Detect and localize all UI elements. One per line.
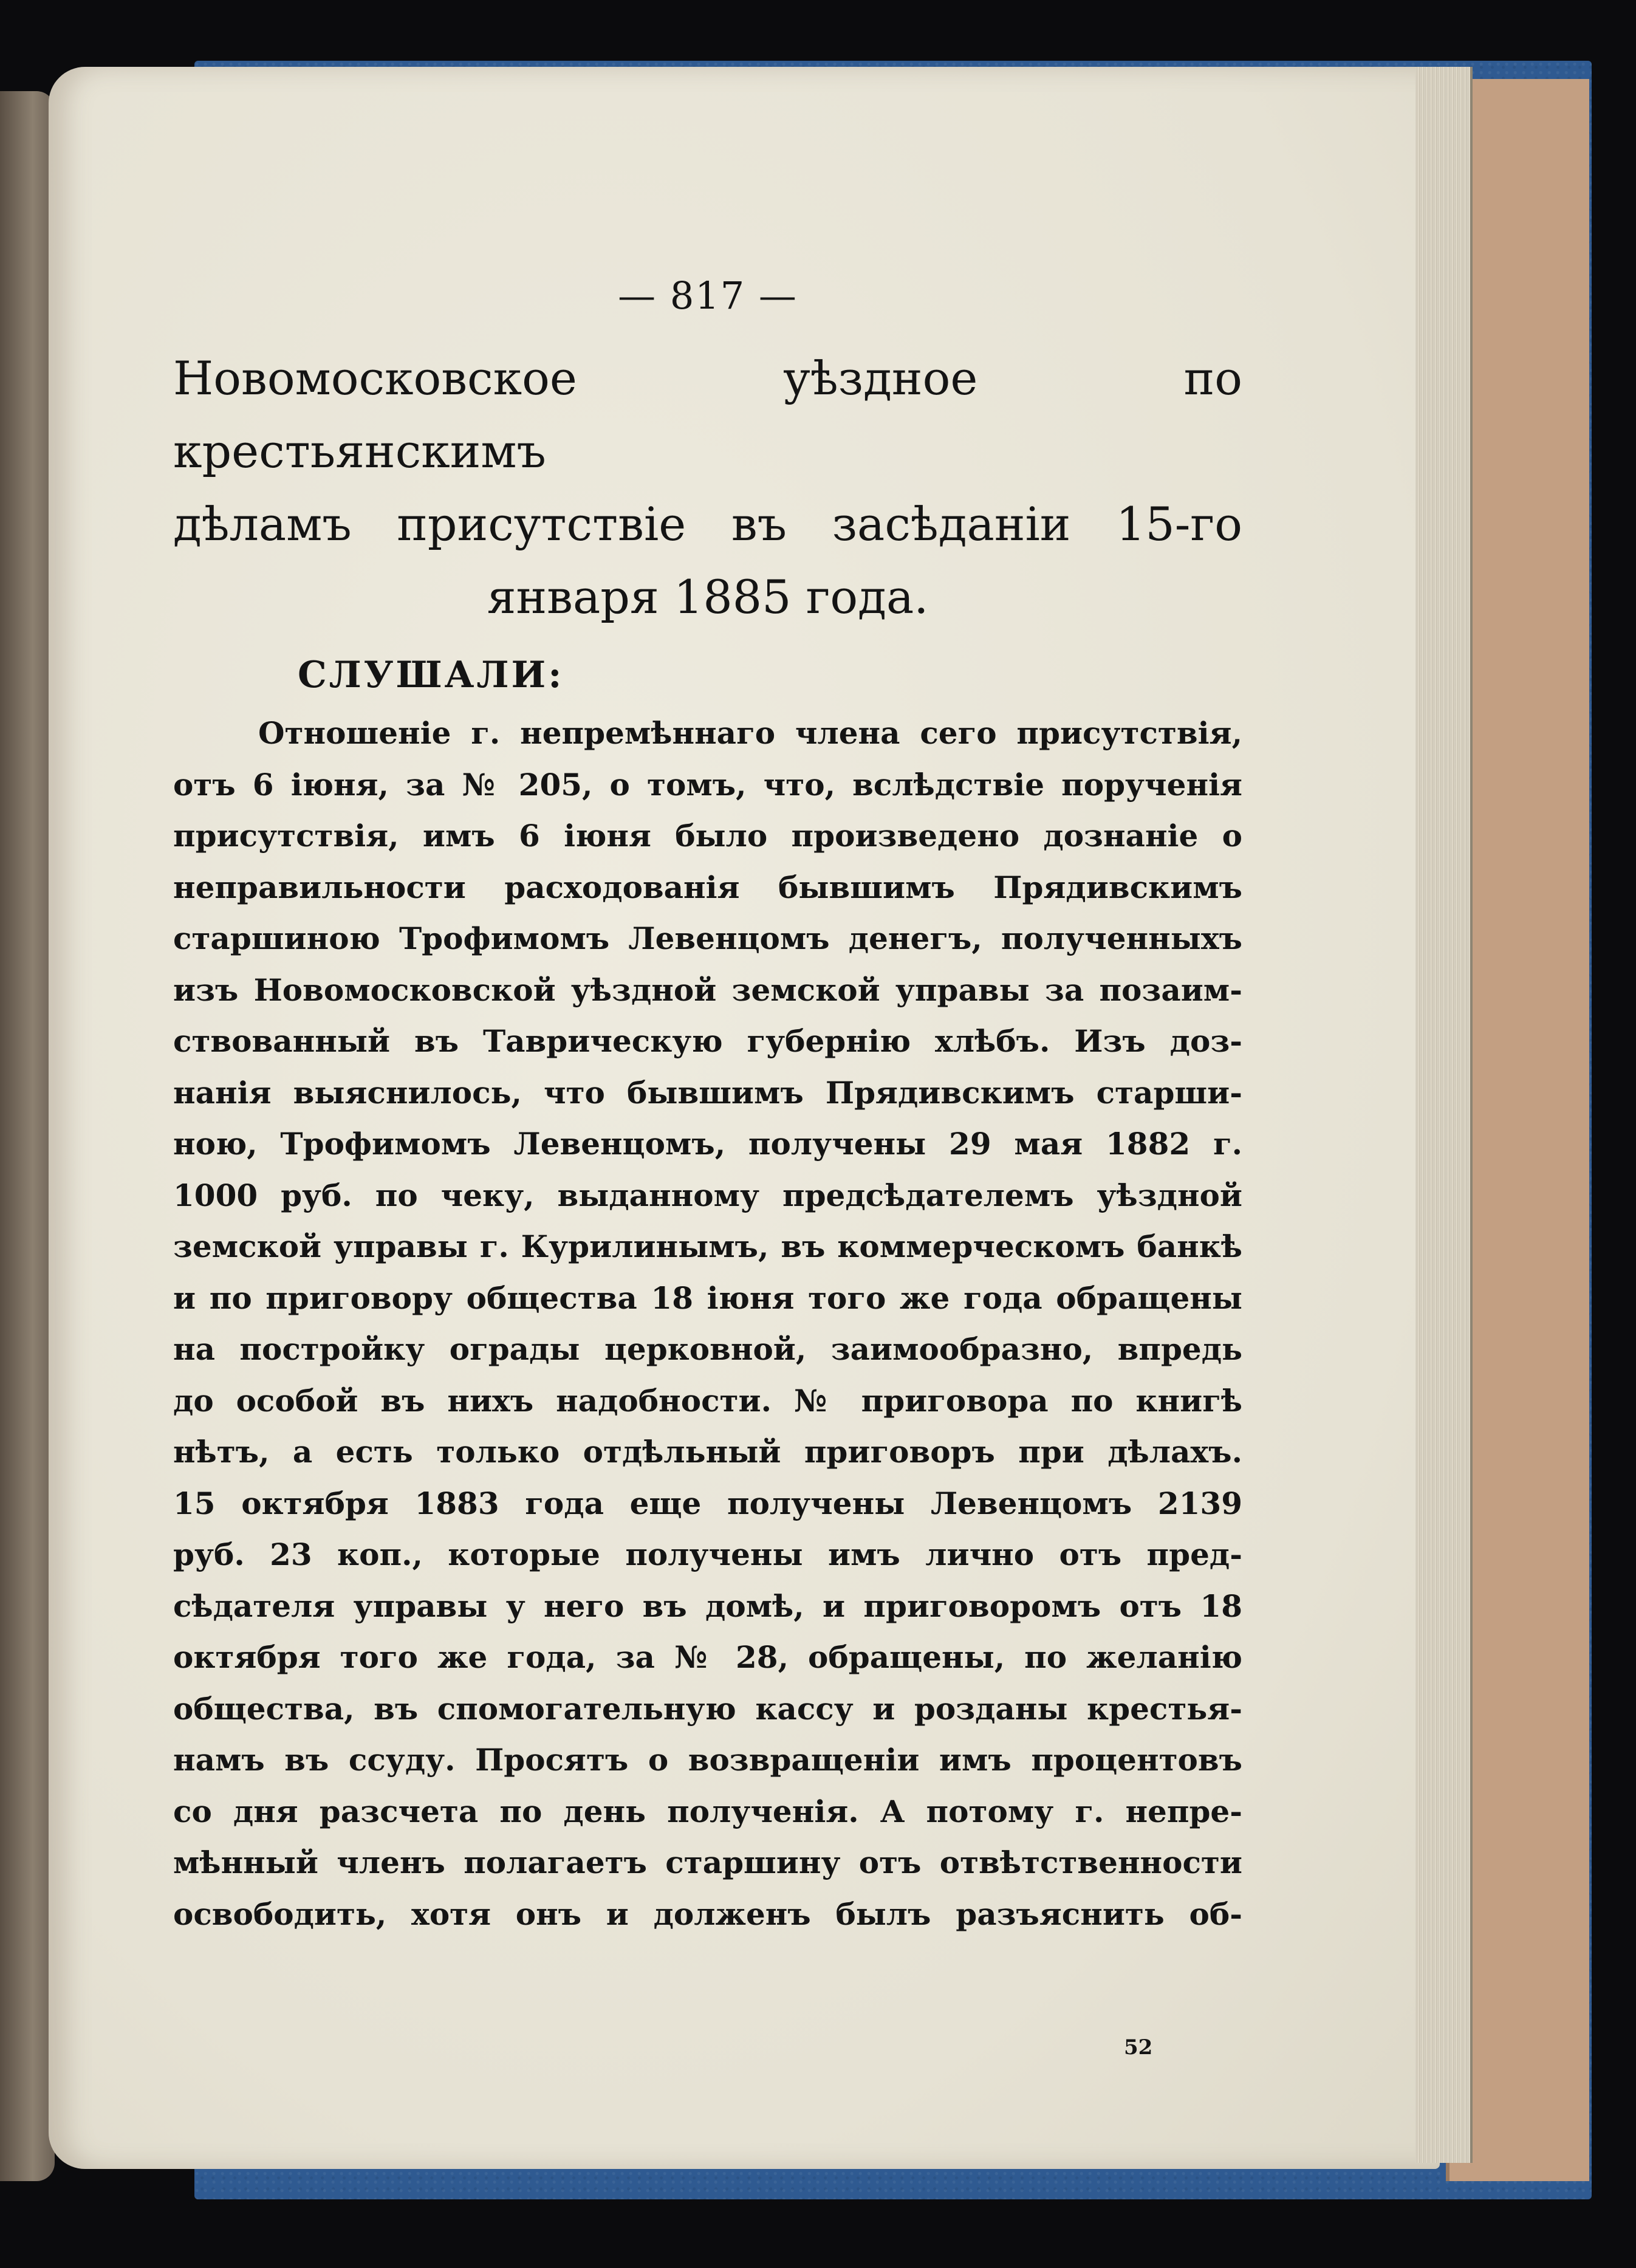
body-line: сѣдателя управы у него въ домѣ, и приговоромъ отъ 18 — [173, 1588, 1242, 1624]
heading-line: Новомосковское уѣздное по крестьянскимъ — [173, 351, 1242, 478]
body-line: руб. 23 коп., которые получены имъ лично отъ пред- — [173, 1537, 1242, 1572]
body-line: намъ въ ссуду. Просятъ о возвращеніи имъ процентовъ — [173, 1742, 1242, 1778]
body-line: старшиною Трофимомъ Левенцомъ денегъ, полученныхъ — [173, 920, 1242, 956]
text-block — [173, 273, 1242, 2060]
body-line: до особой въ нихъ надобности. № приговора по книгѣ — [173, 1382, 1242, 1419]
page-number: — 817 — — [618, 273, 798, 318]
body-line: освободить, хотя онъ и долженъ былъ разъяснить об- — [173, 1896, 1242, 1932]
left-page-edge — [0, 91, 55, 2181]
body-line: 15 октября 1883 года еще получены Левенцомъ 2139 — [173, 1485, 1242, 1521]
body-line: неправильности расходованія бывшимъ Прядивскимъ — [173, 869, 1242, 905]
body-line: Отношеніе г. непремѣннаго члена сего присутствія, — [258, 715, 1242, 751]
body-line: нѣтъ, а есть только отдѣльный приговоръ при дѣлахъ. — [173, 1434, 1242, 1470]
body-line: со дня разсчета по день полученія. А потому г. непре- — [173, 1793, 1242, 1829]
body-line: октября того же года, за № 28, обращены, по желанію — [173, 1639, 1242, 1675]
book-page — [49, 67, 1440, 2169]
section-label: СЛУШАЛИ: — [298, 654, 564, 696]
body-line: изъ Новомосковской уѣздной земской управы за позаим- — [173, 971, 1242, 1008]
body-line: мѣнный членъ полагаетъ старшину отъ отвѣтственности — [173, 1845, 1242, 1880]
body-line: на постройку ограды церковной, заимообразно, впредь — [173, 1331, 1242, 1367]
body-line: ствованный въ Таврическую губернію хлѣбъ. Изъ доз- — [173, 1023, 1242, 1059]
heading-line: января 1885 года. — [487, 570, 929, 624]
body-line: присутствія, имъ 6 іюня было произведено дознаніе о — [173, 818, 1242, 854]
body-line: нанія выяснилось, что бывшимъ Прядивскимъ старши- — [173, 1074, 1242, 1111]
body-line: и по приговору общества 18 іюня того же года обращены — [173, 1280, 1242, 1316]
body-line: 1000 руб. по чеку, выданному предсѣдателемъ уѣздной — [173, 1177, 1242, 1213]
body-text — [173, 708, 1242, 1940]
body-line: отъ 6 іюня, за № 205, о томъ, что, вслѣдствіе порученія — [173, 766, 1242, 803]
signature-mark: 52 — [1124, 2035, 1153, 2060]
body-line: земской управы г. Курилинымъ, въ коммерческомъ банкѣ — [173, 1228, 1242, 1264]
body-line: ною, Трофимомъ Левенцомъ, получены 29 мая 1882 г. — [173, 1126, 1242, 1162]
page-stack-edge — [1415, 67, 1473, 2163]
body-line: общества, въ спомогательную кассу и розданы крестья- — [173, 1690, 1242, 1727]
heading-line: дѣламъ присутствіе въ засѣданіи 15-го — [173, 497, 1242, 551]
